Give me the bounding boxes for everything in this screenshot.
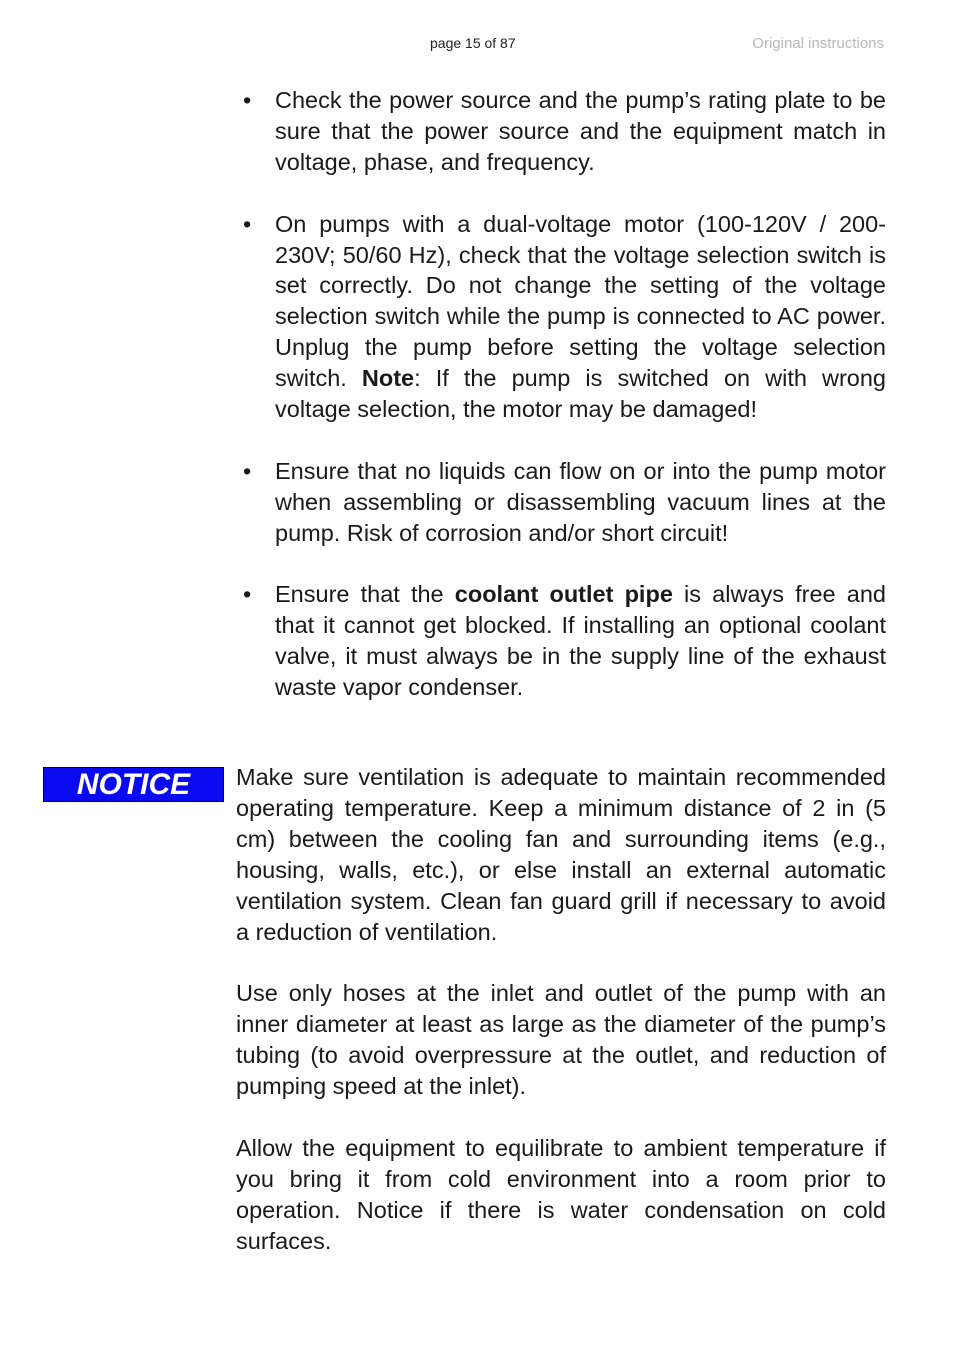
page-number: page 15 of 87 <box>430 35 516 51</box>
bullet-text: On pumps with a dual-voltage motor (100-120V / 200-230V; 50/60 Hz), check that the voltage selection switch is set correctly. Do not change the setting of the voltage selection switch while the pump is connected to AC power. Unplug the pump before setting the voltage selection switch. <box>275 210 886 392</box>
bullet-text: Ensure that no liquids can flow on or into the pump motor when assembling or disassembling vacuum lines at the pump. Risk of corrosion and/or short circuit! <box>275 457 886 546</box>
bullet-marker: • <box>243 87 252 113</box>
bullet-text-after: is always free and that it cannot get blocked. If installing an optional coolant valve, it must always be in the supply line of the exhaust waste vapor condenser. <box>275 581 886 701</box>
bullet-list <box>243 85 886 734</box>
bullet-text: Check the power source and the pump’s rating plate to be sure that the power source and the equipment match in voltage, phase, and frequency. <box>275 87 886 175</box>
notice-badge: NOTICE <box>43 767 224 802</box>
bullet-item-dual-voltage <box>243 209 886 425</box>
bullet-item-liquids <box>243 456 886 549</box>
bullet-bold-coolant: coolant outlet pipe <box>454 581 673 608</box>
bullet-marker: • <box>243 457 252 484</box>
bullet-marker: • <box>243 210 252 237</box>
document-label: Original instructions <box>752 35 884 52</box>
bullet-text: Ensure that the <box>275 581 455 608</box>
bullet-item-power-check <box>243 85 886 178</box>
bullet-marker: • <box>243 581 252 608</box>
bullet-item-coolant <box>243 579 886 703</box>
notice-paragraph-hoses: Use only hoses at the inlet and outlet of the pump with an inner diameter at least as large as the diameter of the pump’s tubing (to avoid overpressure at the outlet, and reduction of pumping speed at the inlet). <box>236 980 886 1100</box>
notice-paragraph-equilibrate: Allow the equipment to equilibrate to ambient temperature if you bring it from cold environment into a room prior to operation. Notice if there is water condensation on cold surfaces. <box>236 1134 886 1254</box>
notice-body <box>236 762 886 1287</box>
bullet-bold-note: Note <box>361 365 415 392</box>
notice-paragraph-ventilation: Make sure ventilation is adequate to maintain recommended operating temperature. Keep a minimum distance of 2 in (5 cm) between the cooling fan and surrounding items (e.g., housing, walls, etc.), or else install an external automatic ventilation system. Clean fan guard grill if necessary to avoid a reduction of ventilation. <box>236 764 886 945</box>
bullet-text-after: : If the pump is switched on with wrong voltage selection, the motor may be damaged! <box>275 365 886 423</box>
